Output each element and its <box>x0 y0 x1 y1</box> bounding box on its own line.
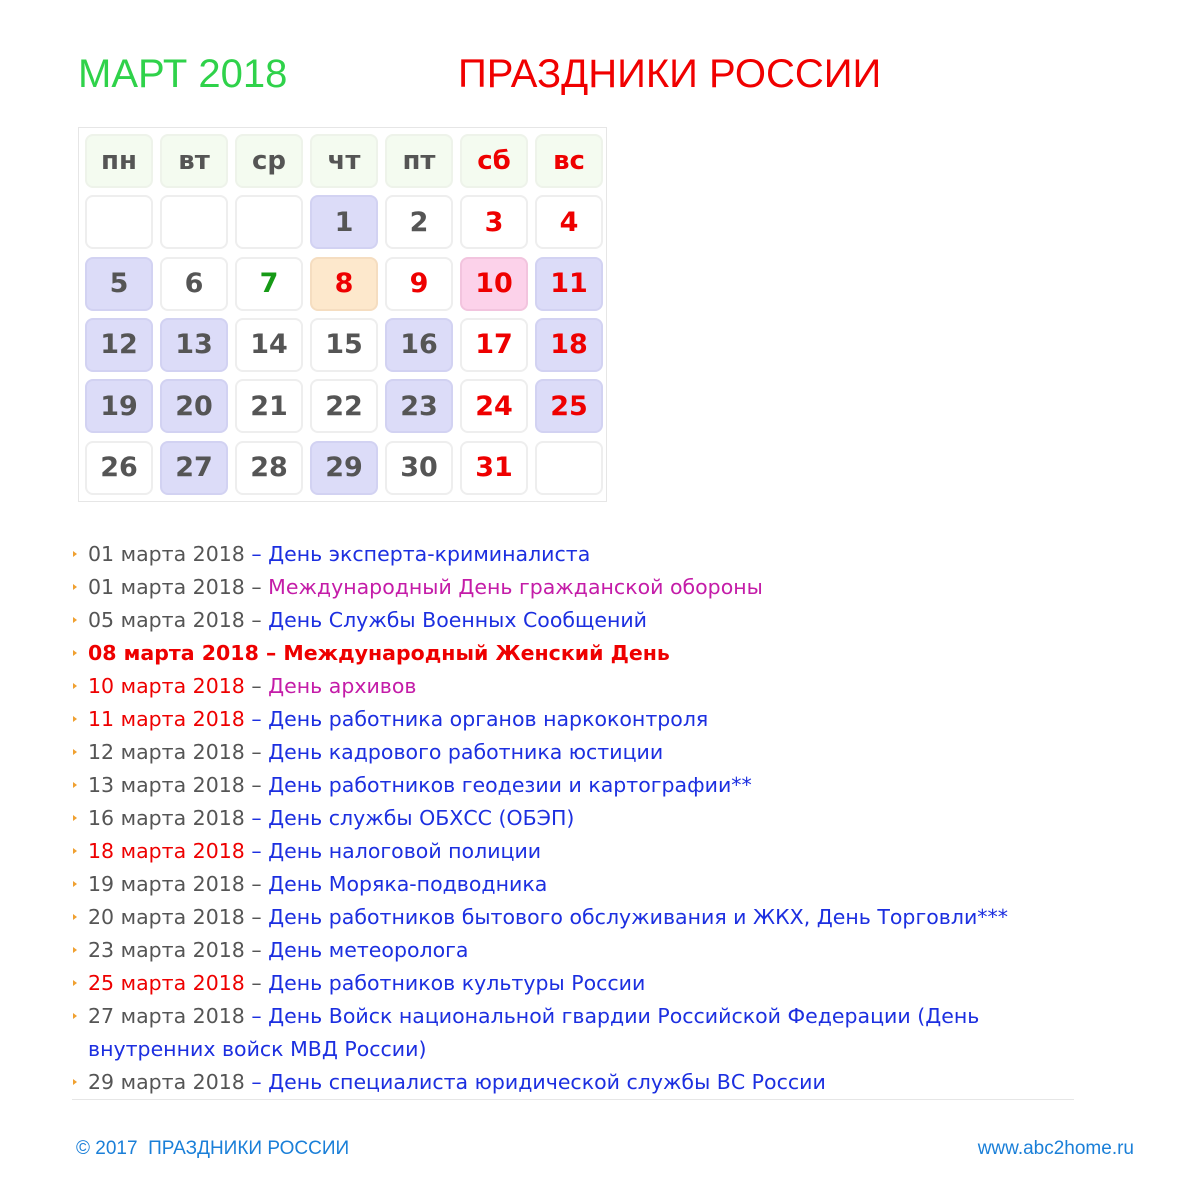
holiday-list-item <box>72 769 1092 802</box>
weekday-header: вт <box>160 134 228 188</box>
holiday-separator: – <box>244 905 269 929</box>
holiday-name-link[interactable]: Международный День гражданской обороны <box>268 575 763 599</box>
holiday-separator: – <box>244 1004 269 1028</box>
day-cell: 24 <box>460 379 528 433</box>
empty-day-cell <box>85 195 153 249</box>
bullet-arrow-icon <box>73 947 77 953</box>
holiday-list-item <box>72 934 1092 967</box>
holiday-date: 20 марта 2018 <box>88 905 245 929</box>
holiday-separator: – <box>244 839 269 863</box>
holiday-list-item <box>72 670 1092 703</box>
holiday-date: 18 марта 2018 <box>88 839 245 863</box>
holiday-separator: – <box>244 1070 269 1094</box>
day-cell: 30 <box>385 441 453 495</box>
holiday-list-item <box>72 1066 1092 1099</box>
holiday-date: 12 марта 2018 <box>88 740 245 764</box>
bullet-arrow-icon <box>73 815 77 821</box>
bullet-arrow-icon <box>73 749 77 755</box>
day-cell: 31 <box>460 441 528 495</box>
holiday-date: 25 марта 2018 <box>88 971 245 995</box>
holiday-name-link[interactable]: День работников геодезии и картографии** <box>268 773 752 797</box>
holiday-date: 19 марта 2018 <box>88 872 245 896</box>
day-cell: 27 <box>160 441 228 495</box>
holiday-date: 05 марта 2018 <box>88 608 245 632</box>
holiday-list-item <box>72 1000 1092 1066</box>
holiday-list-item <box>72 868 1092 901</box>
holiday-list <box>72 538 1092 1099</box>
holiday-name-link[interactable]: День специалиста юридической службы ВС России <box>268 1070 826 1094</box>
bullet-arrow-icon <box>73 914 77 920</box>
bullet-arrow-icon <box>73 584 77 590</box>
holiday-name-link[interactable]: День эксперта-криминалиста <box>268 542 591 566</box>
holiday-name-link[interactable]: День работника органов наркоконтроля <box>268 707 709 731</box>
holiday-date: 13 марта 2018 <box>88 773 245 797</box>
empty-day-cell <box>160 195 228 249</box>
day-cell: 14 <box>235 318 303 372</box>
holiday-date: 10 марта 2018 <box>88 674 245 698</box>
holiday-separator: – <box>258 641 284 665</box>
bullet-arrow-icon <box>73 782 77 788</box>
bullet-arrow-icon <box>73 1013 77 1019</box>
holiday-list-item <box>72 967 1092 1000</box>
holiday-separator: – <box>244 806 269 830</box>
holiday-list-item <box>72 835 1092 868</box>
holiday-name-link[interactable]: День Службы Военных Сообщений <box>268 608 648 632</box>
holiday-separator: – <box>244 740 269 764</box>
empty-day-cell <box>535 441 603 495</box>
holiday-separator: – <box>244 773 269 797</box>
day-cell: 7 <box>235 257 303 311</box>
empty-day-cell <box>235 195 303 249</box>
day-cell: 21 <box>235 379 303 433</box>
holiday-list-item <box>72 637 1092 670</box>
holiday-list-item <box>72 703 1092 736</box>
day-cell: 22 <box>310 379 378 433</box>
day-cell: 3 <box>460 195 528 249</box>
day-cell: 25 <box>535 379 603 433</box>
day-cell: 5 <box>85 257 153 311</box>
day-cell: 28 <box>235 441 303 495</box>
holiday-date: 11 марта 2018 <box>88 707 245 731</box>
holiday-date: 23 марта 2018 <box>88 938 245 962</box>
holiday-date: 01 марта 2018 <box>88 542 245 566</box>
day-cell: 12 <box>85 318 153 372</box>
day-cell: 18 <box>535 318 603 372</box>
bullet-arrow-icon <box>73 1079 77 1085</box>
holiday-list-item <box>72 571 1092 604</box>
holiday-list-item <box>72 802 1092 835</box>
holiday-date: 16 марта 2018 <box>88 806 245 830</box>
holiday-name-link[interactable]: День работников бытового обслуживания и ЖКХ, День Торговли*** <box>268 905 1009 929</box>
holiday-separator: – <box>244 575 269 599</box>
day-cell: 8 <box>310 257 378 311</box>
day-cell: 9 <box>385 257 453 311</box>
holiday-date: 08 марта 2018 <box>88 641 259 665</box>
divider <box>72 1099 1074 1100</box>
holiday-list-item <box>72 604 1092 637</box>
holiday-name-link[interactable]: День налоговой полиции <box>268 839 542 863</box>
day-cell: 19 <box>85 379 153 433</box>
day-cell: 29 <box>310 441 378 495</box>
holiday-list-item <box>72 901 1092 934</box>
day-cell: 13 <box>160 318 228 372</box>
holiday-separator: – <box>244 608 269 632</box>
holiday-list-item <box>72 736 1092 769</box>
weekday-header: пн <box>85 134 153 188</box>
day-cell: 1 <box>310 195 378 249</box>
day-cell: 15 <box>310 318 378 372</box>
day-cell: 20 <box>160 379 228 433</box>
holiday-separator: – <box>244 542 269 566</box>
holiday-name-link[interactable]: День метеоролога <box>268 938 469 962</box>
footer-website-link[interactable]: www.abc2home.ru <box>977 1138 1134 1159</box>
holiday-date: 01 марта 2018 <box>88 575 245 599</box>
weekday-header: вс <box>535 134 603 188</box>
weekday-header: ср <box>235 134 303 188</box>
calendar-grid <box>78 127 607 502</box>
day-cell: 26 <box>85 441 153 495</box>
day-cell: 11 <box>535 257 603 311</box>
month-title: МАРТ 2018 <box>78 52 288 96</box>
day-cell: 2 <box>385 195 453 249</box>
holiday-separator: – <box>244 707 269 731</box>
holidays-title: ПРАЗДНИКИ РОССИИ <box>458 52 882 96</box>
bullet-arrow-icon <box>73 881 77 887</box>
holiday-name-link[interactable]: Международный Женский День <box>283 641 670 665</box>
holiday-separator: – <box>244 938 269 962</box>
holiday-date: 27 марта 2018 <box>88 1004 245 1028</box>
day-cell: 6 <box>160 257 228 311</box>
bullet-arrow-icon <box>73 980 77 986</box>
day-cell: 4 <box>535 195 603 249</box>
footer-copyright: © 2017 ПРАЗДНИКИ РОССИИ <box>76 1138 350 1159</box>
weekday-header: чт <box>310 134 378 188</box>
weekday-header: сб <box>460 134 528 188</box>
day-cell: 17 <box>460 318 528 372</box>
day-cell: 16 <box>385 318 453 372</box>
holiday-name-link[interactable]: День Моряка-подводника <box>268 872 548 896</box>
holiday-date: 29 марта 2018 <box>88 1070 245 1094</box>
bullet-arrow-icon <box>73 848 77 854</box>
bullet-arrow-icon <box>73 716 77 722</box>
holiday-separator: – <box>244 674 269 698</box>
holiday-name-link[interactable]: День работников культуры России <box>268 971 646 995</box>
holiday-name-link[interactable]: День кадрового работника юстиции <box>268 740 664 764</box>
holiday-name-link[interactable]: День службы ОБХСС (ОБЭП) <box>268 806 575 830</box>
bullet-arrow-icon <box>73 617 77 623</box>
holiday-list-item <box>72 538 1092 571</box>
holiday-name-link[interactable]: День архивов <box>268 674 417 698</box>
day-cell: 23 <box>385 379 453 433</box>
weekday-header: пт <box>385 134 453 188</box>
bullet-arrow-icon <box>73 683 77 689</box>
bullet-arrow-icon <box>73 650 77 656</box>
bullet-arrow-icon <box>73 551 77 557</box>
day-cell: 10 <box>460 257 528 311</box>
holiday-separator: – <box>244 872 269 896</box>
holiday-separator: – <box>244 971 269 995</box>
holiday-name-link[interactable]: День Войск национальной гвардии Российской Федерации (День внутренних войск МВД России) <box>88 1004 980 1061</box>
